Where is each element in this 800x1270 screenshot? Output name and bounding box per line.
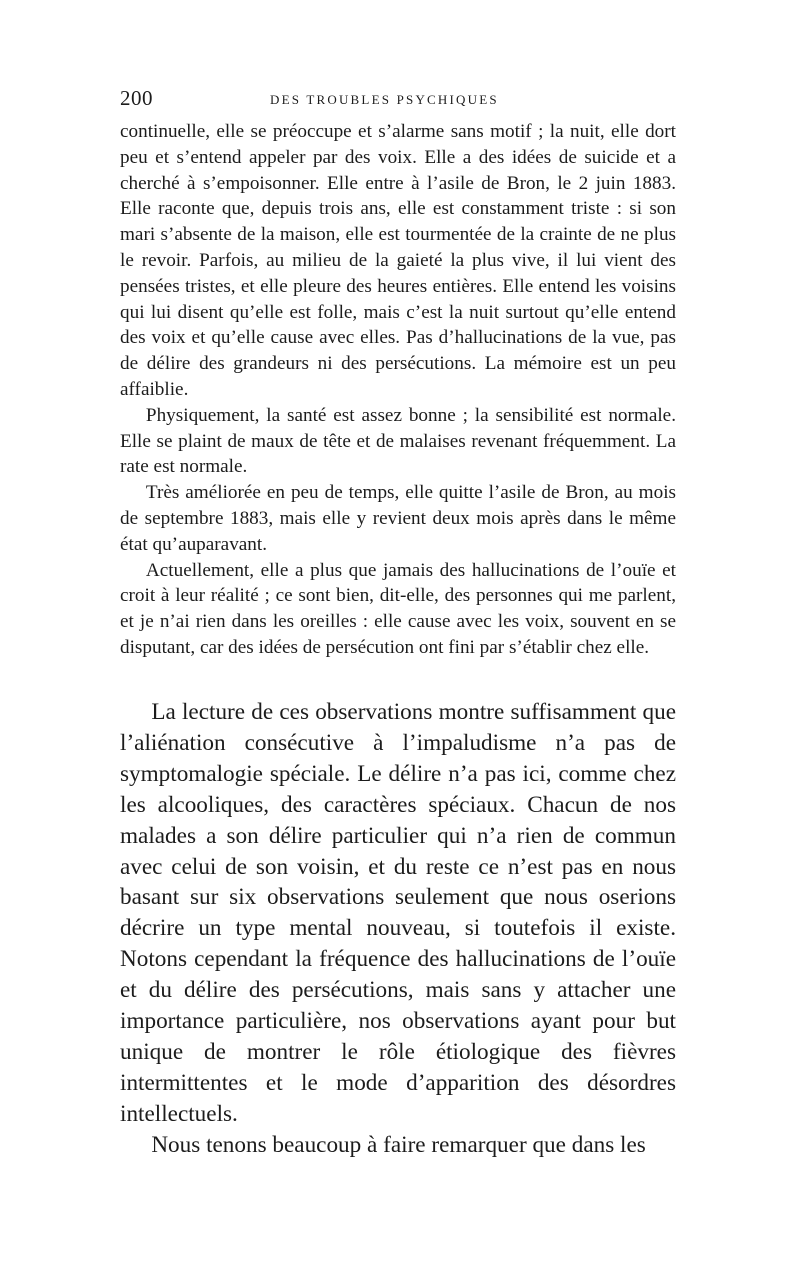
running-title: DES TROUBLES PSYCHIQUES [270, 92, 499, 107]
main-paragraph: La lecture de ces observations montre suffisamment que l’aliénation consécutive à l’impaludisme n’a pas de symptomalogie spéciale. Le délire n’a pas ici, comme chez les alcooliques, des caractères spéciaux. Chacun de nos malades a son délire particulier qui n’a rien de commun avec celui de son voisin, et du reste ce n’est pas en nous basant sur six observations seulement que nous oserions décrire un type mental nouveau, si toutefois il existe. Notons cependant la fréquence des hallucinations de l’ouïe et du délire des persécutions, mais sans y attacher une importance particulière, nos observations ayant pour but unique de montrer le rôle étiologique des fièvres intermittentes et le mode d’apparition des désordres intellectuels. [120, 699, 676, 1127]
observation-paragraph: Actuellement, elle a plus que jamais des hallucinations de l’ouïe et croit à leur réalité ; ce sont bien, dit-elle, des personnes qui me parlent, et je n’ai rien dans les oreilles : elle cause avec les voix, souvent en se disputant, car des idées de persécution ont fini par s’établir chez elle. [120, 559, 676, 658]
main-paragraph: Nous tenons beaucoup à faire remarquer que dans les [151, 1131, 646, 1158]
page-number: 200 [120, 86, 153, 110]
observation-paragraph: continuelle, elle se préoccupe et s’alarme sans motif ; la nuit, elle dort peu et s’entend appeler par des voix. Elle a des idées de suicide et a cherché à s’empoisonner. Elle entre à l’asile de Bron, le 2 juin 1883. Elle raconte que, depuis trois ans, elle est constamment triste : si son mari s’absente de la maison, elle est tourmentée de la crainte de ne plus le revoir. Parfois, au milieu de la gaieté la plus vive, il lui vient des pensées tristes, et elle pleure des heures entières. Elle entend les voisins qui lui disent qu’elle est folle, mais c’est la nuit surtout qu’elle entend des voix et qu’elle cause avec elles. Pas d’hallucinations de la vue, pas de délire des grandeurs ni des persécutions. La mémoire est un peu affaiblie. [120, 121, 676, 400]
observation-paragraph: Physiquement, la santé est assez bonne ; la sensibilité est normale. Elle se plaint de maux de tête et de malaises revenant fréquemment. La rate est normale. [120, 404, 676, 478]
page-header [120, 86, 680, 116]
observation-paragraph: Très améliorée en peu de temps, elle quitte l’asile de Bron, au mois de septembre 1883, mais elle y revient deux mois après dans le même état qu’auparavant. [120, 482, 676, 555]
main-text-block [120, 697, 676, 1161]
observation-text-block [120, 119, 676, 661]
